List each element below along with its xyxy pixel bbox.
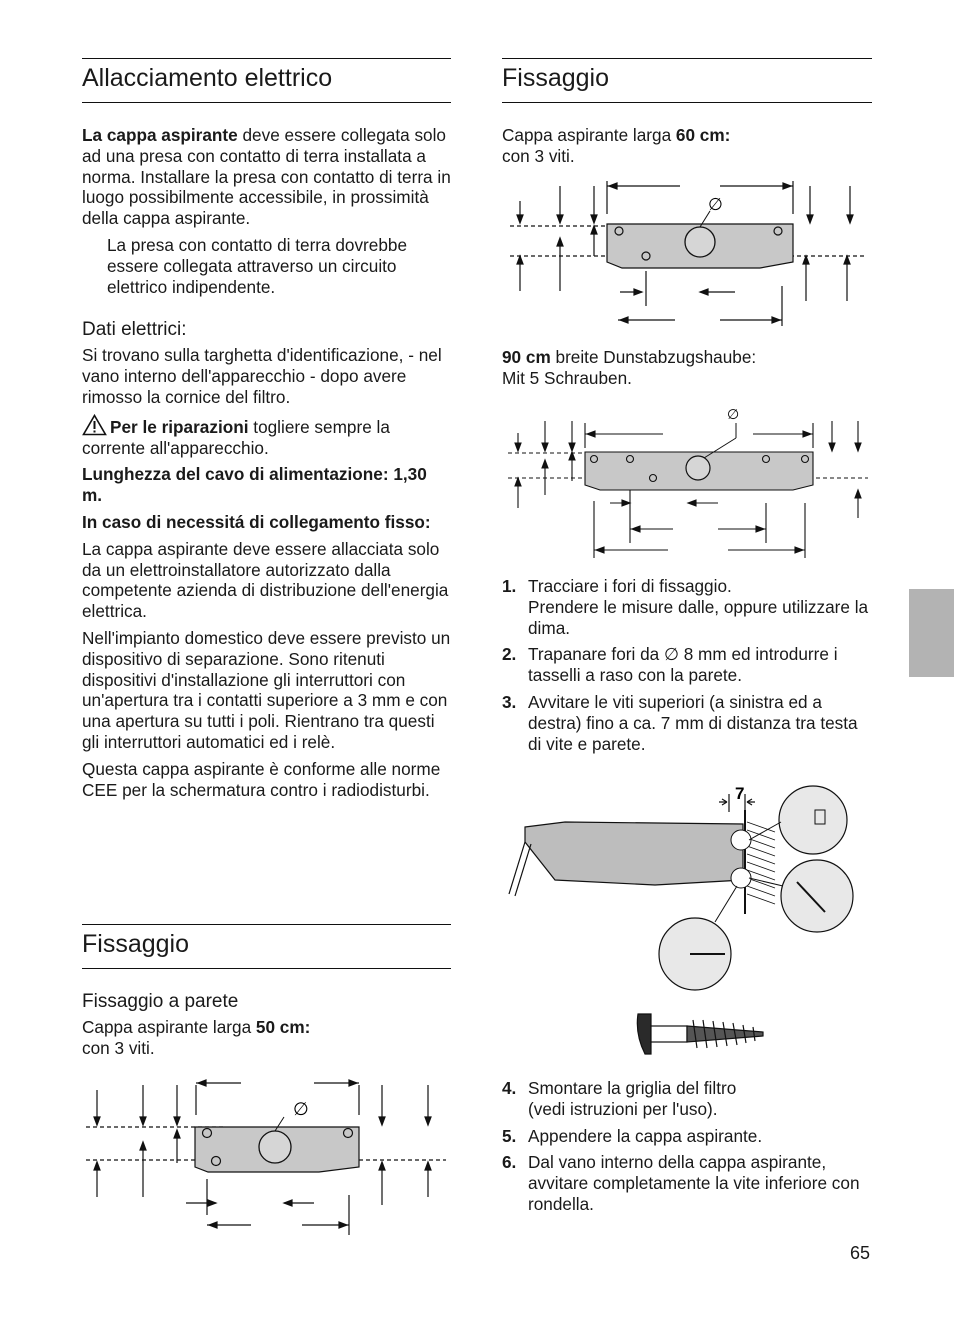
- hood-50-line: Cappa aspirante larga 50 cm:: [82, 1017, 311, 1037]
- hood-60-line: Cappa aspirante larga 60 cm:: [502, 125, 731, 145]
- fixing-section-left: [82, 924, 451, 1059]
- warning-paragraph: Per le riparazioni togliere sempre la corrente all'apparecchio.: [82, 414, 451, 459]
- section-heading-fixing-right: Fissaggio: [502, 58, 872, 103]
- intro-paragraph: La cappa aspirante deve essere collegata solo ad una presa con contatto di terra installata a norma. Installare la presa con contatto di terra in luogo possibilmente accessibile, in prossimità della cappa aspirante.: [82, 125, 451, 229]
- section-heading-electrical: Allacciamento elettrico: [82, 58, 451, 103]
- cable-length: Lunghezza del cavo di alimentazione: 1,30 m.: [82, 464, 427, 506]
- electrical-data-heading: Dati elettrici:: [82, 319, 187, 341]
- hood-60-screws: con 3 viti.: [502, 145, 575, 166]
- right-column: [502, 58, 872, 167]
- cee-paragraph: Questa cappa aspirante è conforme alle norme CEE per la schermatura contro i radiodisturbi.: [82, 758, 441, 800]
- language-tab-marker: [909, 589, 954, 677]
- wall-fixing-heading: Fissaggio a parete: [82, 991, 239, 1012]
- steps-list-1: [502, 576, 872, 760]
- installer-paragraph: La cappa aspirante deve essere allacciata solo da un elettroinstallatore autorizzato dalla competente azienda di distribuzione dell'energia elettrica.: [82, 538, 449, 622]
- step-item: 5. Appendere la cappa aspirante.: [502, 1125, 763, 1146]
- hood-90-drilling-diagram: [508, 403, 868, 563]
- hood-50-drilling-diagram: [86, 1075, 446, 1235]
- step-item: 4. Smontare la griglia del filtro (vedi istruzioni per l'uso).: [502, 1078, 737, 1119]
- diameter-symbol-50: ∅: [293, 1099, 309, 1120]
- step-item: 1. Tracciare i fori di fissaggio. Prendere le misure dalle, oppure utilizzare la dima.: [502, 576, 869, 638]
- hood-50-screws: con 3 viti.: [82, 1037, 155, 1058]
- diameter-symbol-90: ∅: [727, 407, 740, 423]
- dimension-7-label: 7: [735, 784, 745, 803]
- hood-90-line: 90 cm breite Dunstabzugshaube:: [502, 347, 757, 367]
- electrical-data-text: Si trovano sulla targhetta d'identificazione, - nel vano interno dell'apparecchio - dopo avere rimosso la cornice del filtro.: [82, 345, 442, 407]
- separation-device-paragraph: Nell'impianto domestico deve essere previsto un dispositivo di separazione. Sono ritenuti dispositivi d'installazione gli interruttori con un'apertura tra i contatti superiore a 3 mm e con una apertura su tutti i poli. Rientrano tra questi gli interruttori automatici ed i relè.: [82, 627, 451, 752]
- page-number: 65: [850, 1243, 871, 1263]
- hood-90-screws: Mit 5 Schrauben.: [502, 367, 632, 388]
- step-item: 2. Trapanare fori da ∅ 8 mm ed introdurre i tasselli a raso con la parete.: [502, 644, 838, 686]
- diameter-symbol-60: ∅: [708, 195, 723, 215]
- steps-list-2: [502, 1078, 872, 1221]
- left-column: [82, 58, 451, 800]
- warning-triangle-icon: [82, 414, 107, 436]
- hood-90-text: [502, 347, 872, 389]
- section-heading-fixing-left: Fissaggio: [82, 924, 451, 969]
- step-item: 6. Dal vano interno della cappa aspirante, avvitare completamente la vite inferiore con rondella.: [502, 1152, 860, 1214]
- fixed-connection-heading: In caso di necessitá di collegamento fisso:: [82, 511, 431, 532]
- hood-mounting-illustration: [505, 782, 860, 1062]
- intro-indented-note: La presa con contatto di terra dovrebbe essere collegata attraverso un circuito elettrico indipendente.: [107, 234, 408, 297]
- step-item: 3. Avvitare le viti superiori (a sinistra ed a destra) fino a ca. 7 mm di distanza tra testa di vite e parete.: [502, 691, 858, 754]
- hood-60-drilling-diagram: [510, 176, 865, 331]
